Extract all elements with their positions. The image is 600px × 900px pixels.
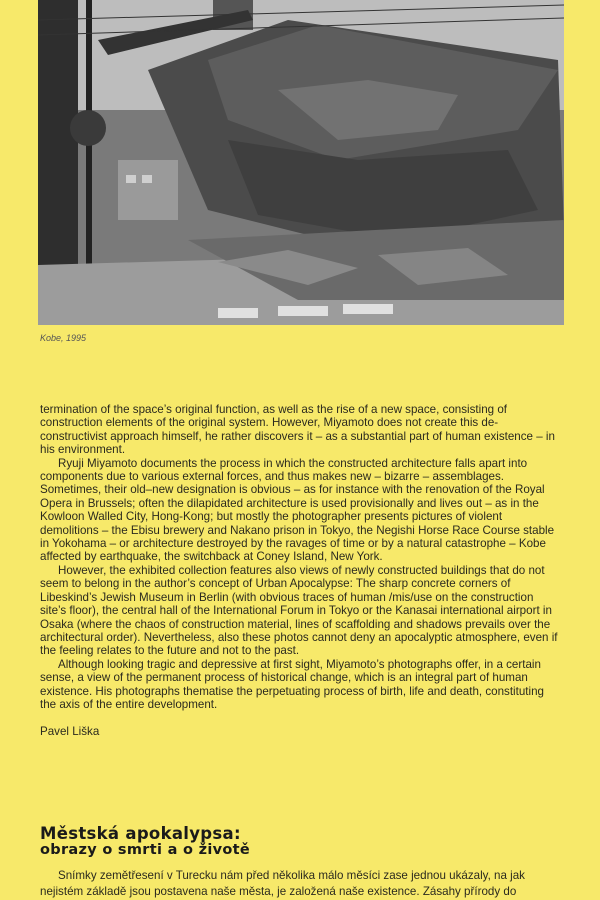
czech-section-title — [40, 826, 560, 858]
czech-title-line1: Městská apokalypsa: — [40, 824, 241, 843]
photo-caption: Kobe, 1995 — [40, 333, 87, 343]
article-paragraph: Ryuji Miyamoto documents the process in which the constructed architecture falls apart into components due to various external forces, and thus makes new – bizarre – assemblages. Sometimes, their old–new designation is obvious – as for instance with the renovation of the Royal Opera in Brussels; often the dilapidated architecture is used provisionally and lives out – as in the Kowloon Walled City, Hong-Kong; but mostly the photographer presents pictures of violent demolitions – the Ebisu brewery and Nakano prison in Tokyo, the Negishi Horse Race Course stable in Yokohama – or architecture destroyed by the ravages of time or by a natural catastrophe – Kobe affected by earthquake, the switchback at Coney Island, New York. — [40, 456, 555, 564]
article-body — [40, 403, 562, 739]
earthquake-photo — [38, 0, 564, 325]
article-paragraph: Although looking tragic and depressive at first sight, Miyamoto’s photographs offer, in a certain sense, a view of the permanent process of historical change, which is an integral part of human existence. His photographs thematise the perpetuating process of birth, life and death, constituting the axis of the entire development. — [40, 657, 544, 711]
article-author: Pavel Liška — [40, 725, 100, 739]
article-paragraph: termination of the space’s original function, as well as the rise of a new space, consisting of construction elements of the original system. However, Miyamoto does not create this de-constructivist approach himself, he rather discovers it – as a substantial part of human existence – in his environment. — [40, 403, 555, 457]
article-paragraph: However, the exhibited collection features also views of newly constructed buildings that do not seem to belong in the author’s concept of Urban Apocalypse: The sharp concrete corners of Libeskind’s Jewish Museum in Berlin (with obvious traces of human /mis/use on the construction site’s floor), the central hall of the International Forum in Tokyo or the Kanasai international airport in Osaka (where the chaos of construction material, lines of scaffolding and shadows prevails over the architectural order). Nevertheless, also these photos cannot deny an apocalyptic atmosphere, even if the feeling relates to the future and not to the past. — [40, 563, 558, 658]
collapsed-building-image — [38, 0, 564, 325]
czech-section-body — [40, 868, 564, 900]
czech-paragraph: Snímky zemětřesení v Turecku nám před několika málo měsíci zase jednou ukázaly, na jak nejistém základě jsou postavena naše města, je založená naše existence. Zásahy přírody do — [40, 869, 525, 898]
czech-title-line2: obrazy o smrti a o životě — [40, 842, 250, 858]
